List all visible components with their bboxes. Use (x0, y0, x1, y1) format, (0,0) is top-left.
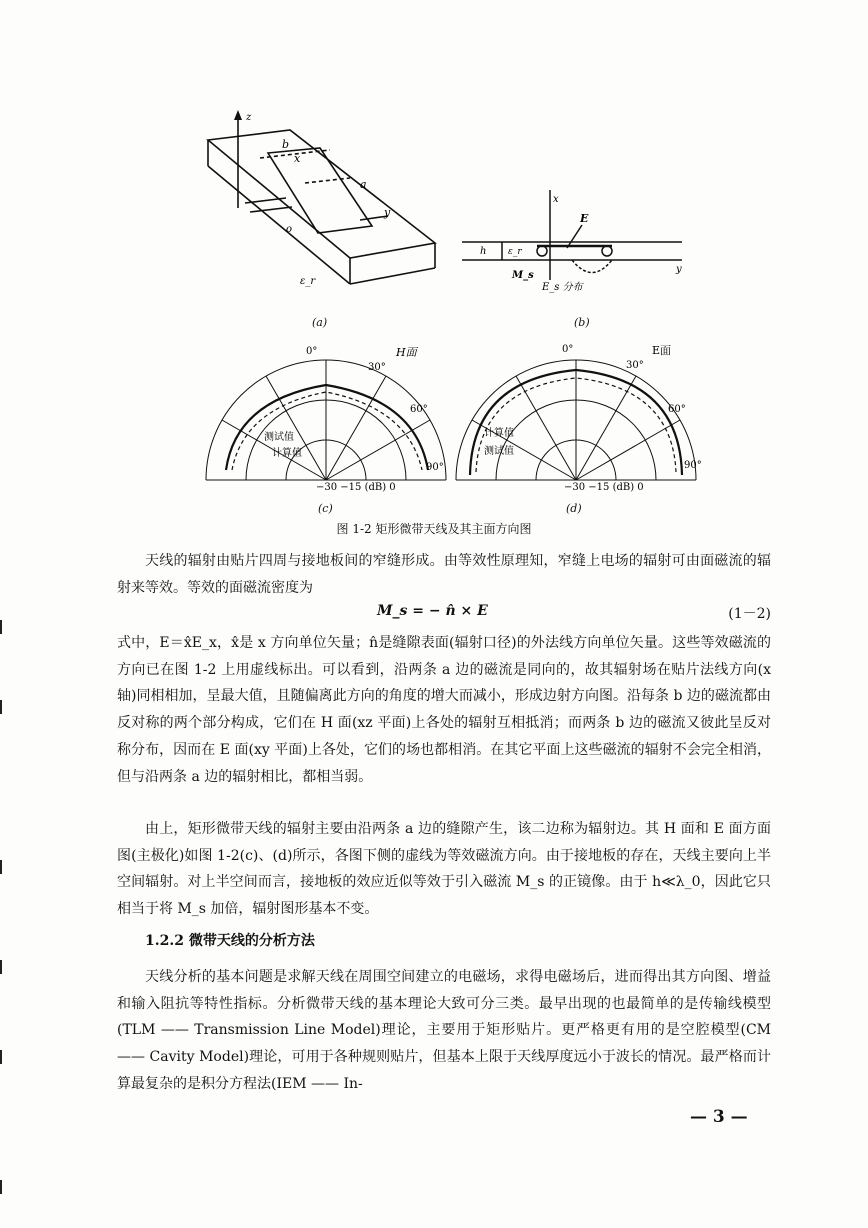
figure-d-e-plane-pattern (446, 340, 716, 500)
scan-margin-mark (0, 700, 2, 714)
paragraph-3: 由上，矩形微带天线的辐射主要由沿两条 a 边的缝隙产生，该二边称为辐射边。其 H 面和 E 面方面图(主极化)如图 1-2(c)、(d)所示，各图下侧的虚线为等效磁流方向。由于接地板的存在，天线主要向上半空间辐射。对上半空间而言，接地板的效应近似等效于引入磁流 M_s 的正镜像。由于 h≪λ_0，因此它只相当于将 M_s 加倍，辐射图形基本不变。 (117, 821, 771, 918)
h-measured-label: 测试值 (264, 432, 294, 443)
equation-1-2 (117, 603, 771, 629)
es-distribution-label: E_s 分布 (542, 282, 583, 293)
page-number: — 3 — (690, 1107, 748, 1127)
h-calculated-label: 计算值 (272, 448, 302, 459)
section-heading: 1.2.2 微带天线的分析方法 (145, 933, 315, 949)
h-plane-title: H面 (396, 346, 417, 359)
field-e-label: E (580, 212, 589, 225)
subfigure-c-label: (c) (318, 502, 333, 515)
origin-label: o (286, 224, 293, 235)
e-plane-title: E面 (652, 344, 672, 357)
scan-margin-mark (0, 960, 2, 974)
subfigure-d-label: (d) (566, 502, 582, 515)
paragraph-2: 式中，E＝x̂E_x，x̂是 x 方向单位矢量；n̂是缝隙表面(辐射口径)的外法线方向单位矢量。这些等效磁流的方向已在图 1-2 上用虚线标出。可以看到，沿两条 a 边的磁流是同向的，故其辐射场在贴片法线方向(x 轴)同相相加，呈最大值，且随偏离此方向的角度的增大而减小，形成边射方向图。沿每条 b 边的磁流都由反对称的两个部分构成，它们在 H 面(xz 平面)上各处的辐射互相抵消；而两条 b 边的磁流又彼此呈反对称分布，因而在 E 面(xy 平面)上各处，它们的场也都相消。在其它平面上这些磁流的辐射不会完全相消，但与沿两条 a 边的辐射相比，都相当弱。 (117, 635, 771, 785)
figure-a-patch-perspective (190, 108, 450, 308)
axis-z-label: z (246, 112, 252, 123)
ms-label: M_s (512, 270, 534, 281)
h-ninety-deg: 90° (426, 462, 444, 473)
e-ninety-deg: 90° (684, 460, 702, 471)
subfigure-b-label: (b) (574, 316, 590, 329)
equation-number: (1－2) (728, 606, 771, 622)
e-zero-deg: 0° (562, 344, 574, 355)
h-thirty-deg: 30° (368, 362, 386, 373)
axis-x-label-b: x (553, 194, 559, 205)
e-thirty-deg: 30° (626, 360, 644, 371)
axis-y-label-b: y (676, 264, 682, 275)
dim-b-label: b (282, 138, 290, 151)
substrate-er-label: ε_r (300, 276, 316, 287)
axis-x-label: x (294, 152, 301, 165)
figure-caption: 图 1-2 矩形微带天线及其主面方向图 (336, 522, 532, 536)
subfigure-a-label: (a) (312, 316, 328, 329)
equation-expression: M_s = − n̂ × E (377, 603, 488, 619)
height-h-label: h (480, 246, 487, 257)
scan-margin-mark (0, 1050, 2, 1064)
figure-c-h-plane-pattern (196, 340, 456, 500)
h-zero-deg: 0° (306, 346, 318, 357)
e-measured-label: 测试值 (484, 446, 514, 457)
e-sixty-deg: 60° (668, 404, 686, 415)
scan-margin-mark (0, 1180, 2, 1194)
figure-b-side-view (462, 190, 692, 305)
scan-margin-mark (0, 860, 2, 874)
e-calculated-label: 计算值 (484, 428, 514, 439)
er-label-b: ε_r (508, 247, 522, 257)
axis-y-label: y (384, 206, 391, 219)
e-db-scale: −30 −15 (dB) 0 (564, 482, 644, 493)
paragraph-4: 天线分析的基本问题是求解天线在周围空间建立的电磁场，求得电磁场后，进而得出其方向图、增益和输入阻抗等特性指标。分析微带天线的基本理论大致可分三类。最早出现的也最简单的是传输线模型(TLM —— Transmission Line Model)理论，主要用于矩形贴片。更严格更有用的是空腔模型(CM —— Cavity Model)理论，可用于各种规则贴片，但基本上限于天线厚度远小于波长的情况。最严格而计算最复杂的是积分方程法(IEM —— In- (117, 969, 771, 1092)
paragraph-1: 天线的辐射由贴片四周与接地板间的窄缝形成。由等效性原理知，窄缝上电场的辐射可由面磁流的辐射来等效。等效的面磁流密度为 (117, 553, 771, 596)
h-db-scale: −30 −15 (dB) 0 (316, 482, 396, 493)
scan-margin-mark (0, 620, 2, 634)
dim-a-label: a (360, 178, 367, 191)
h-sixty-deg: 60° (410, 404, 428, 415)
